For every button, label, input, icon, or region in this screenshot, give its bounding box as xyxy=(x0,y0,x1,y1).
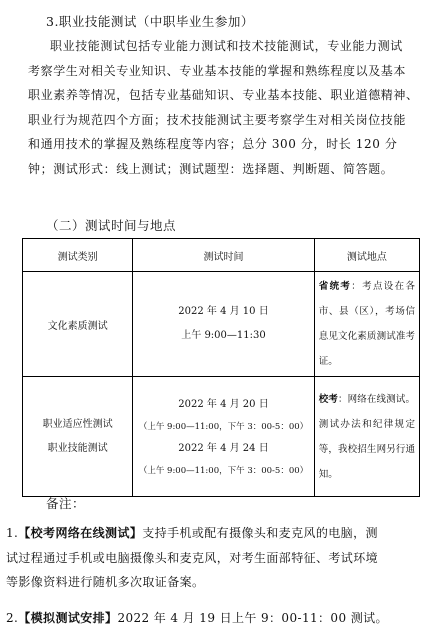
note-2 xyxy=(6,606,421,631)
note-1-line: 试过程通过手机或电脑摄像头和麦克风，对考生面部特征、考试环境 xyxy=(6,550,379,565)
note-2-prefix: 2. xyxy=(6,611,19,625)
row2-category-1: 职业适应性测试 xyxy=(42,418,113,430)
paragraph-line: 钟；测试形式：线上测试；测试题型：选择题、判断题、简答题。 xyxy=(28,161,394,176)
section-paragraph xyxy=(28,34,419,181)
row1-location-text: ：考点设在各市、县（区），考场信息见文化素质测试准考证。 xyxy=(318,281,415,367)
table-header-row xyxy=(23,239,420,272)
row2-location-label: 校考 xyxy=(318,393,338,405)
note-2-text: 2022 年 4 月 19 日上午 9：00-11：00 测试。 xyxy=(117,611,388,625)
note-1-text: 支持手机或配有摄像头和麦克风的电脑，测 xyxy=(142,526,378,540)
note-1-line: 等影像资料进行随机多次取证备案。 xyxy=(6,575,205,589)
note-2-label: 【模拟测试安排】 xyxy=(18,611,118,625)
row2-time-2: （上午 9:00—11:00，下午 3：00-5：00） xyxy=(138,465,309,476)
table-row xyxy=(23,272,420,377)
row1-location xyxy=(314,272,419,377)
section-heading: 3.职业技能测试（中职毕业生参加） xyxy=(46,14,254,29)
row2-location-text: ：网络在线测试。测试办法和纪律规定等，我校招生网另行通知。 xyxy=(318,393,415,480)
row1-location-label: 省统考 xyxy=(318,281,352,292)
note-2-line xyxy=(6,606,421,631)
note-1 xyxy=(6,521,421,595)
table-row xyxy=(23,377,420,497)
header-location: 测试地点 xyxy=(314,239,419,272)
row2-time-cell xyxy=(133,377,314,497)
paragraph-line: 职业行为规范四个方面；技术技能测试主要考察学生对相关岗位技能 xyxy=(28,112,407,127)
note-1-prefix: 1. xyxy=(6,526,19,540)
row1-time-cell xyxy=(133,272,314,377)
note-1-label: 【校考网络在线测试】 xyxy=(18,526,143,540)
note-1-line xyxy=(6,521,421,546)
notes-title: 备注： xyxy=(46,496,86,511)
paragraph-line: 考察学生对相关专业知识、专业基本技能的掌握和熟练程度以及基本 xyxy=(28,63,407,78)
row1-time: 上午 9:00—11:30 xyxy=(181,330,266,341)
row2-time-1: （上午 9:00—11:00，下午 3：00-5：00） xyxy=(138,421,309,432)
row2-category-cell xyxy=(23,377,133,497)
paragraph-line: 职业素养等情况，包括专业基础知识、专业基本技能、职业道德精神、 xyxy=(28,88,419,102)
row2-date-2: 2022 年 4 月 24 日 xyxy=(178,442,269,454)
header-category: 测试类别 xyxy=(23,239,133,272)
row2-category-2: 职业技能测试 xyxy=(47,442,108,454)
paragraph-line: 职业技能测试包括专业能力测试和技术技能测试，专业能力测试 xyxy=(50,39,403,53)
row1-category: 文化素质测试 xyxy=(23,272,133,377)
paragraph-line: 和通用技术的掌握及熟练程度等内容；总分 300 分，时长 120 分 xyxy=(28,137,398,151)
subsection-heading: （二）测试时间与地点 xyxy=(46,218,177,233)
header-time: 测试时间 xyxy=(133,239,314,272)
row2-location xyxy=(314,377,419,497)
schedule-table xyxy=(22,238,420,497)
row1-date: 2022 年 4 月 10 日 xyxy=(178,306,269,317)
row2-date-1: 2022 年 4 月 20 日 xyxy=(178,398,269,410)
